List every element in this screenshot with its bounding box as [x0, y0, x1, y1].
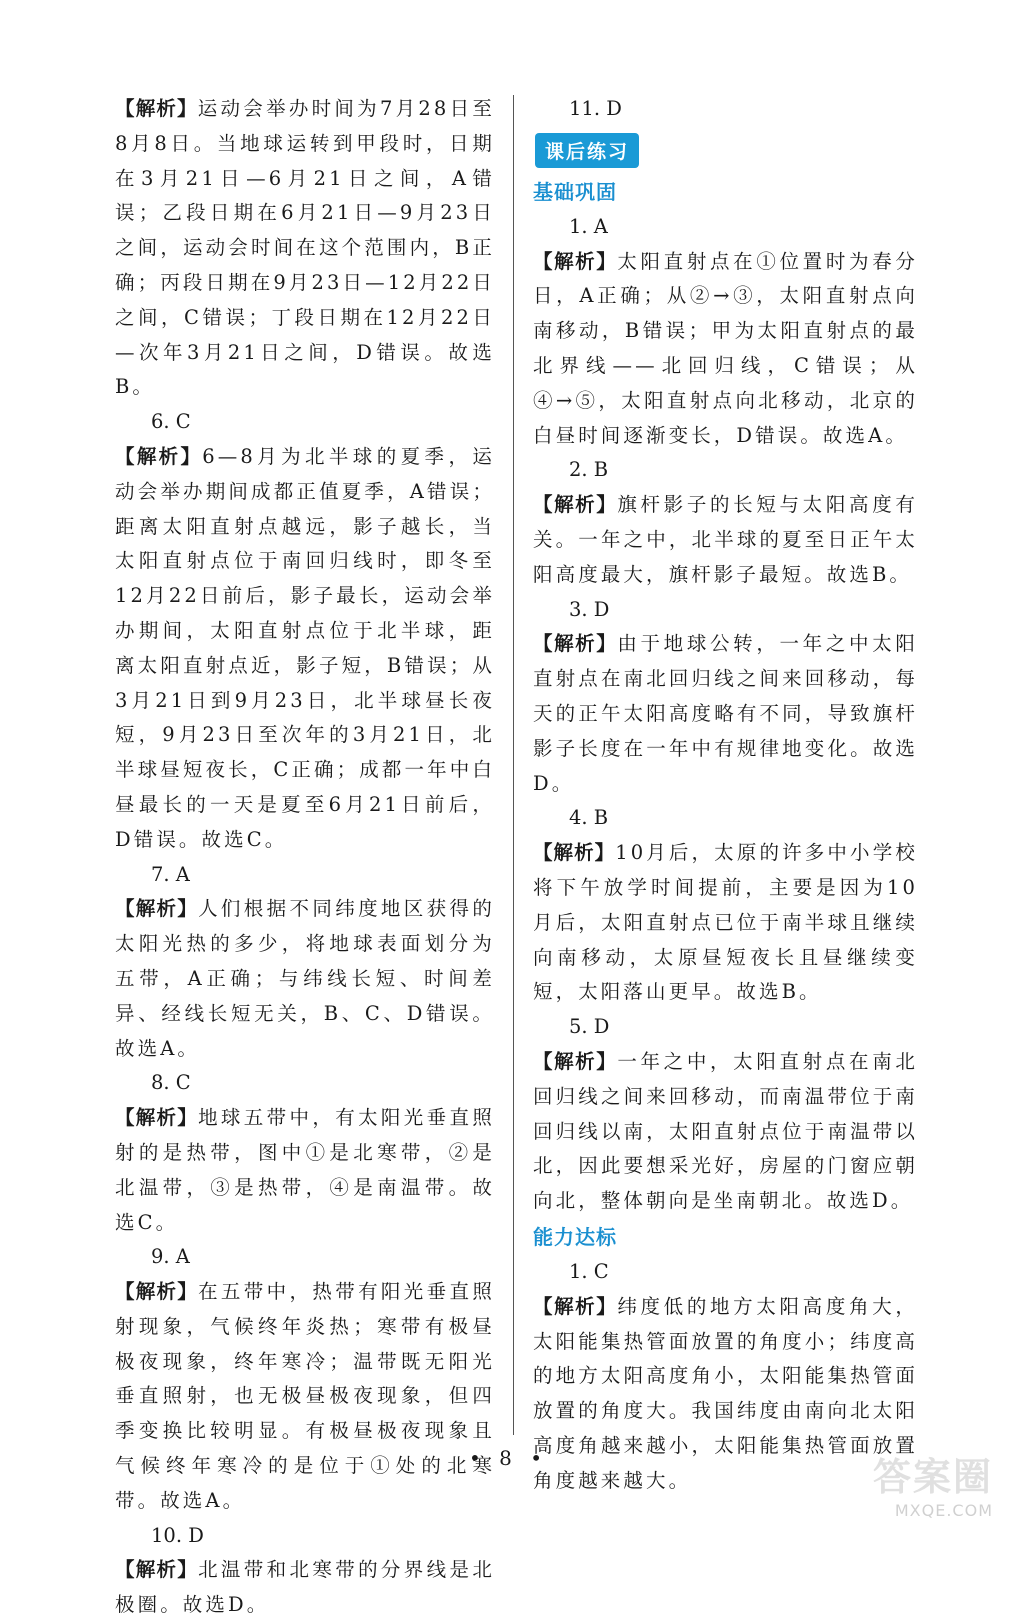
- analysis-tag: 【 解析 】: [115, 1558, 198, 1581]
- analysis-tag: 【 解析 】: [533, 493, 617, 516]
- left-column: [115, 92, 495, 1623]
- answer-label: 4. B: [569, 806, 609, 830]
- analysis-text: 旗杆影子的长短与太阳高度有关。一年之中，北半球的夏至日正午太阳高度最大，旗杆影子最短。故选B。: [533, 493, 918, 586]
- analysis-tag: 【 解析 】: [533, 1295, 617, 1318]
- answer-label: 5. D: [569, 1015, 610, 1039]
- analysis-tag: 【 解析 】: [533, 632, 617, 655]
- analysis-text: 10月后，太原的许多中小学校将下午放学时间提前，主要是因为10月后，太阳直射点已位于南半球且继续向南移动，太原昼短夜长且昼继续变短，太阳落山更早。故选B。: [533, 841, 918, 1004]
- analysis-tag: 【 解析 】: [115, 1280, 198, 1303]
- analysis-text: 地球五带中，有太阳光垂直照射的是热带，图中①是北寒带，②是北温带，③是热带，④是南温带。故选C。: [115, 1106, 495, 1234]
- section-subheading: 能力达标: [533, 1224, 617, 1249]
- analysis-paragraph: [115, 1553, 495, 1623]
- answer-label: 1. C: [569, 1259, 609, 1283]
- analysis-text: 由于地球公转，一年之中太阳直射点在南北回归线之间来回移动，每天的正午太阳高度略有不同，导致旗杆影子长度在一年中有规律地变化。故选D。: [533, 632, 918, 795]
- analysis-text: 太阳直射点在①位置时为春分日，A正确；从②→③，太阳直射点向南移动，B错误；甲为太阳直射点的最北界线——北回归线，C错误；从④→⑤，太阳直射点向北移动，北京的白昼时间逐渐变长，D错误。故选A。: [533, 249, 918, 447]
- analysis-text: 在五带中，热带有阳光垂直照射现象，气候终年炎热；寒带有极昼极夜现象，终年寒冷；温带既无阳光垂直照射，也无极昼极夜现象，但四季变换比较明显。有极昼极夜现象且气候终年寒冷的是位于①处的北寒带。故选A。: [115, 1280, 495, 1512]
- analysis-tag: 【 解析 】: [533, 1050, 617, 1073]
- analysis-tag: 【 解析 】: [115, 1106, 198, 1129]
- answer-label: 2. B: [569, 458, 609, 482]
- analysis-text: 人们根据不同纬度地区获得的太阳光热的多少，将地球表面划分为五带，A正确；与纬线长短、时间差异、经线长短无关，B、C、D错误。故选A。: [115, 897, 495, 1060]
- page-number: • 8 •: [468, 1446, 549, 1470]
- analysis-paragraph: [533, 245, 918, 454]
- analysis-paragraph: [115, 440, 495, 858]
- analysis-paragraph: [115, 1275, 495, 1519]
- analysis-paragraph: [533, 488, 918, 592]
- analysis-text: 纬度低的地方太阳高度角大，太阳能集热管面放置的角度小；纬度高的地方太阳高度角小，太阳能集热管面放置的角度大。我国纬度由南向北太阳高度角越来越小，太阳能集热管面放置角度越来越大。: [533, 1294, 918, 1492]
- analysis-text: 一年之中，太阳直射点在南北回归线之间来回移动，而南温带位于南回归线以南，太阳直射点位于南温带以北，因此要想采光好，房屋的门窗应朝向北，整体朝向是坐南朝北。故选D。: [533, 1049, 918, 1213]
- analysis-text: 北温带和北寒带的分界线是北极圈。故选D。: [115, 1558, 495, 1617]
- analysis-tag: 【 解析 】: [533, 250, 617, 273]
- analysis-text: 运动会举办时间为7月28日至8月8日。当地球运转到甲段时，日期在3月21日—6月21日之间，A错误；乙段日期在6月21日—9月23日之间，运动会时间在这个范围内，B正确；丙段日期在9月23日—12月22日之间，C错误；丁段日期在12月22日—次年3月21日之间，D错误。故选B。: [115, 97, 495, 399]
- answer-label: 9. A: [151, 1245, 190, 1269]
- answer-label: 11. D: [569, 97, 622, 120]
- analysis-paragraph: [115, 92, 495, 405]
- analysis-tag: 【 解析 】: [115, 97, 198, 120]
- analysis-paragraph: [533, 1045, 918, 1219]
- analysis-tag: 【 解析 】: [115, 897, 198, 920]
- section-subheading: 基础巩固: [533, 179, 617, 204]
- column-divider: [513, 95, 514, 1435]
- analysis-paragraph: [115, 892, 495, 1066]
- analysis-paragraph: [115, 1101, 495, 1240]
- right-column: [533, 92, 918, 1498]
- watermark-url: MXQE.COM: [894, 1501, 993, 1520]
- analysis-paragraph: [533, 627, 918, 801]
- section-badge: 课后练习: [535, 133, 639, 168]
- answer-label: 7. A: [151, 862, 190, 886]
- analysis-paragraph: [533, 836, 918, 1010]
- analysis-tag: 【 解析 】: [115, 445, 202, 468]
- answer-label: 6. C: [151, 410, 191, 434]
- answer-label: 10. D: [151, 1523, 204, 1547]
- analysis-tag: 【 解析 】: [533, 841, 615, 864]
- answer-label: 8. C: [151, 1071, 191, 1095]
- answer-label: 3. D: [569, 597, 610, 621]
- answer-label: 1. A: [569, 214, 608, 238]
- analysis-text: 6—8月为北半球的夏季，运动会举办期间成都正值夏季，A错误；距离太阳直射点越远，影子越长，当太阳直射点位于南回归线时，即冬至12月22日前后，影子最长，运动会举办期间，太阳直射点位于北半球，距离太阳直射点近，影子短，B错误；从3月21日到9月23日，北半球昼长夜短，9月23日至次年的3月21日，北半球昼短夜长，C正确；成都一年中白昼最长的一天是夏至6月21日前后，D错误。故选C。: [115, 444, 495, 851]
- watermark-logo: [819, 1446, 999, 1522]
- watermark-logo-text: 答案圈: [872, 1455, 993, 1499]
